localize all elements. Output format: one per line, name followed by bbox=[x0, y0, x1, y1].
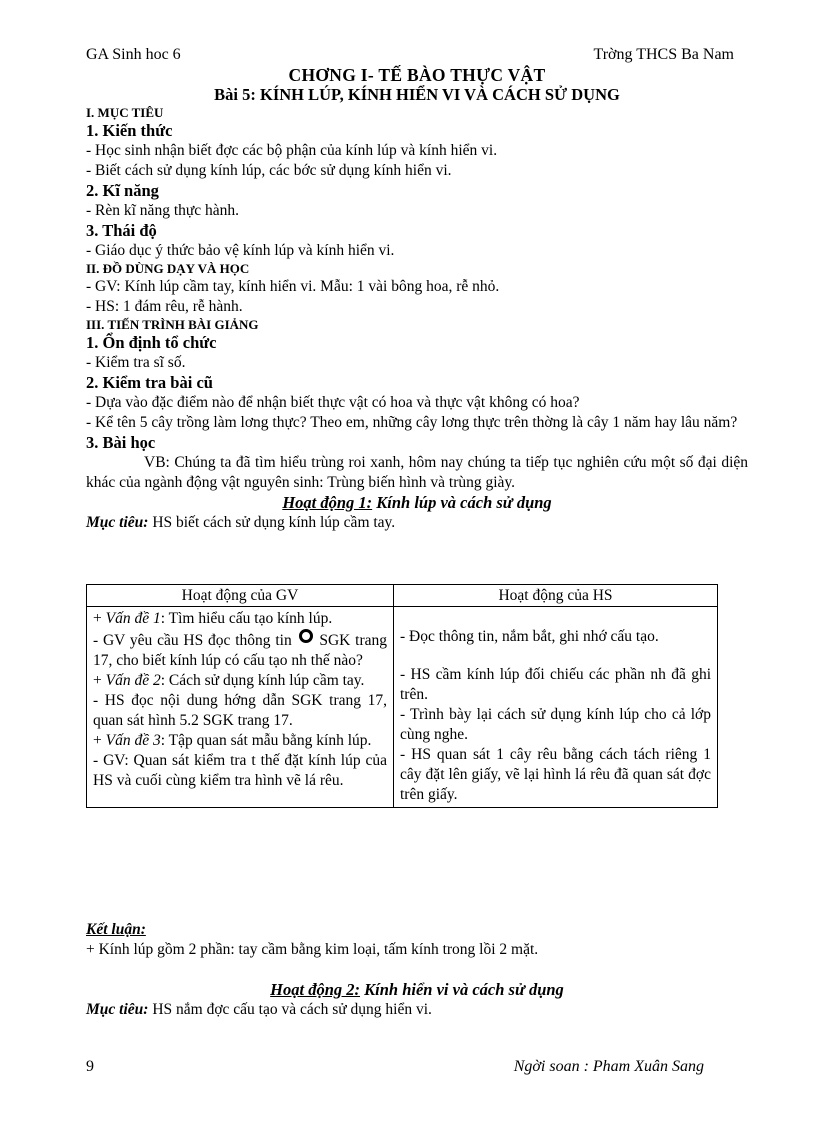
problem-text: : Tập quan sát mẫu bằng kính lúp. bbox=[160, 732, 372, 749]
activity1-title-text: Kính lúp và cách sử dụng bbox=[372, 493, 552, 512]
activity2-goal bbox=[86, 1000, 748, 1020]
problem-label: Vấn đề 1 bbox=[105, 610, 161, 627]
table-row bbox=[87, 607, 718, 808]
spacer bbox=[400, 609, 711, 627]
problem-text: : Cách sử dụng kính lúp cầm tay. bbox=[160, 672, 365, 689]
review-question: - Dựa vào đặc điểm nào để nhận biết thực vật có hoa và thực vật không có hoa? bbox=[86, 394, 580, 411]
bullet-prefix: + bbox=[93, 672, 106, 689]
gv-activities-cell bbox=[87, 607, 394, 808]
attitude-line: - Giáo dục ý thức bảo vệ kính lúp và kính hiển vi. bbox=[86, 242, 395, 259]
page-footer bbox=[86, 1058, 748, 1076]
activity2-goal-label: Mục tiêu: bbox=[86, 1001, 149, 1018]
chapter-title: CHƠNG I- TẾ BÀO THỰC VẬT bbox=[288, 65, 546, 85]
lesson-intro: VB: Chúng ta đã tìm hiểu trùng roi xanh, hôm nay chúng ta tiếp tục nghiên cứu một số đại diện khác của ngành động vật nguyên sinh: Trùng biến hình và trùng giày. bbox=[86, 454, 748, 491]
activity2-title bbox=[86, 980, 748, 1000]
conclusion-block bbox=[86, 920, 748, 960]
activity1-goal-text: HS biết cách sử dụng kính lúp cầm tay. bbox=[148, 514, 396, 531]
page-header bbox=[86, 46, 748, 64]
organize-line: - Kiểm tra sĩ số. bbox=[86, 354, 186, 371]
hs-item: - Trình bày lại cách sử dụng kính lúp cho cả lớp cùng nghe. bbox=[400, 706, 711, 743]
section-materials-title: II. ĐỒ DÙNG DẠY VÀ HỌC bbox=[86, 261, 250, 276]
activity2-title-label: Hoạt động 2: bbox=[270, 980, 361, 999]
header-left: GA Sinh hoc 6 bbox=[86, 46, 181, 63]
table-header-row bbox=[87, 585, 718, 607]
activity1-title bbox=[86, 493, 748, 513]
organize-title: 1. Ổn định tổ chức bbox=[86, 333, 217, 352]
activity2-block bbox=[86, 980, 748, 1020]
bullet-prefix: + bbox=[93, 732, 106, 749]
column-header-gv: Hoạt động của GV bbox=[87, 585, 394, 607]
section-procedure-title: III. TIẾN TRÌNH BÀI GIẢNG bbox=[86, 317, 259, 332]
activity1-table bbox=[86, 584, 718, 808]
gv-item bbox=[93, 609, 387, 629]
gv-item bbox=[93, 731, 387, 751]
gv-item bbox=[93, 671, 387, 691]
review-title: 2. Kiểm tra bài cũ bbox=[86, 373, 213, 392]
skills-title: 2. Kĩ năng bbox=[86, 181, 159, 200]
problem-text: : Tìm hiểu cấu tạo kính lúp. bbox=[160, 610, 333, 627]
review-question: - Kể tên 5 cây trồng làm lơng thực? Theo em, những cây lơng thực trên thờng là cây 1 năm hay lâu năm? bbox=[86, 414, 738, 431]
knowledge-title: 1. Kiến thức bbox=[86, 121, 173, 140]
hs-item: - HS cầm kính lúp đối chiếu các phần nh đã ghi trên. bbox=[400, 666, 711, 703]
activity2-goal-text: HS nắm đợc cấu tạo và cách sử dụng hiển vi. bbox=[148, 1001, 432, 1018]
page-number: 9 bbox=[86, 1058, 94, 1075]
gv-item: - GV: Quan sát kiểm tra t thế đặt kính lúp của HS và cuối cùng kiểm tra hình vẽ lá rêu. bbox=[93, 752, 387, 789]
document-page bbox=[86, 46, 748, 1075]
activity1-goal-label: Mục tiêu: bbox=[86, 514, 149, 531]
column-header-hs: Hoạt động của HS bbox=[394, 585, 718, 607]
author-credit: Ngời soan : Pham Xuân Sang bbox=[513, 1058, 704, 1075]
gv-item: - HS đọc nội dung hớng dẫn SGK trang 17, quan sát hình 5.2 SGK trang 17. bbox=[93, 692, 387, 729]
spacer bbox=[400, 647, 711, 665]
conclusion-label: Kết luận: bbox=[86, 921, 146, 938]
section-objectives-title: I. MỤC TIÊU bbox=[86, 105, 164, 120]
activity1-title-label: Hoạt động 1: bbox=[282, 493, 373, 512]
activity1-goal bbox=[86, 513, 748, 533]
hs-item: - HS quan sát 1 cây rêu bằng cách tách riêng 1 cây đặt lên giấy, vẽ lại hình lá rêu đã quan sát đợc trên giấy. bbox=[400, 746, 711, 803]
problem-label: Vấn đề 2 bbox=[105, 672, 161, 689]
materials-line: - GV: Kính lúp cầm tay, kính hiển vi. Mẫu: 1 vài bông hoa, rễ nhỏ. bbox=[86, 278, 500, 295]
knowledge-line: - Biết cách sử dụng kính lúp, các bớc sử dụng kính hiển vi. bbox=[86, 162, 452, 179]
materials-line: - HS: 1 đám rêu, rễ hành. bbox=[86, 298, 243, 315]
knowledge-line: - Học sinh nhận biết đợc các bộ phận của kính lúp và kính hiển vi. bbox=[86, 142, 498, 159]
problem-label: Vấn đề 3 bbox=[105, 732, 161, 749]
hs-item: - Đọc thông tin, nắm bắt, ghi nhớ cấu tạo. bbox=[400, 628, 659, 645]
gv-text: - GV yêu cầu HS đọc thông tin bbox=[93, 632, 297, 649]
activity2-title-text: Kính hiển vi và cách sử dụng bbox=[360, 980, 564, 999]
lesson-title: Bài 5: KÍNH LÚP, KÍNH HIỂN VI VÀ CÁCH SỬ DỤNG bbox=[214, 85, 620, 104]
gv-item bbox=[93, 629, 387, 671]
attitude-title: 3. Thái độ bbox=[86, 221, 157, 240]
header-right: Trờng THCS Ba Nam bbox=[593, 46, 734, 63]
bullet-prefix: + bbox=[93, 610, 106, 627]
info-circle-icon bbox=[299, 629, 313, 643]
conclusion-text: + Kính lúp gồm 2 phần: tay cầm bằng kim loại, tấm kính trong lồi 2 mặt. bbox=[86, 941, 539, 958]
lesson-section-title: 3. Bài học bbox=[86, 433, 156, 452]
gv-text: SGK trang 17, cho biết kính lúp có cấu tạo nh thế nào? bbox=[93, 632, 387, 669]
hs-activities-cell bbox=[394, 607, 718, 808]
skills-line: - Rèn kĩ năng thực hành. bbox=[86, 202, 240, 219]
